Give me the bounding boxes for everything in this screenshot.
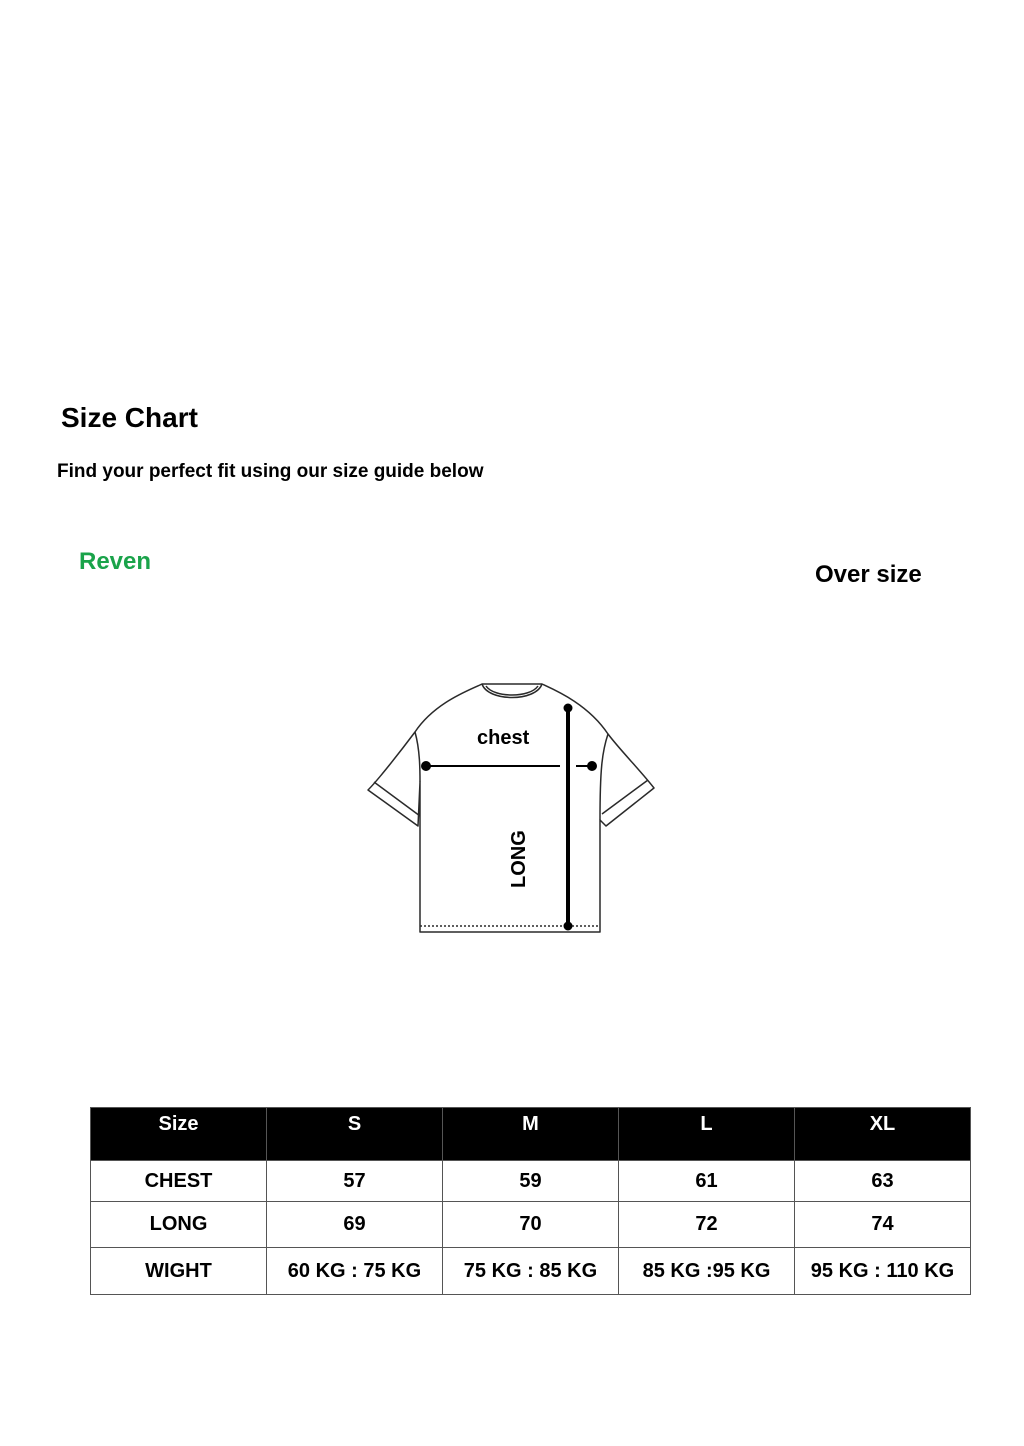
table-cell: 59 (443, 1161, 619, 1202)
table-row (91, 1161, 971, 1202)
brand-name: Reven (79, 548, 152, 575)
long-label: LONG (508, 830, 530, 888)
table-cell: 69 (267, 1202, 443, 1248)
table-row (91, 1248, 971, 1295)
page-title: Size Chart (61, 402, 198, 433)
table-cell: 85 KG :95 KG (619, 1248, 795, 1295)
table-cell: 74 (795, 1202, 971, 1248)
table-cell: 60 KG : 75 KG (267, 1248, 443, 1295)
column-header: S (267, 1108, 443, 1161)
column-header: M (443, 1108, 619, 1161)
row-label: CHEST (91, 1161, 267, 1202)
table-cell: 75 KG : 85 KG (443, 1248, 619, 1295)
table-cell: 63 (795, 1161, 971, 1202)
t-shirt-diagram (360, 670, 670, 945)
table-cell: 95 KG : 110 KG (795, 1248, 971, 1295)
size-table (90, 1107, 971, 1295)
table-cell: 70 (443, 1202, 619, 1248)
column-header: XL (795, 1108, 971, 1161)
table-cell: 72 (619, 1202, 795, 1248)
column-header: L (619, 1108, 795, 1161)
long-measurement-line (564, 704, 572, 930)
row-label: WIGHT (91, 1248, 267, 1295)
fit-type-label: Over size (815, 561, 922, 588)
row-label: LONG (91, 1202, 267, 1248)
page-subtitle: Find your perfect fit using our size guide below (57, 461, 484, 482)
table-cell: 61 (619, 1161, 795, 1202)
table-cell: 57 (267, 1161, 443, 1202)
table-row (91, 1202, 971, 1248)
table-header-row (91, 1108, 971, 1161)
t-shirt-icon (368, 684, 654, 932)
chest-label: chest (477, 727, 530, 749)
column-header: Size (91, 1108, 267, 1161)
